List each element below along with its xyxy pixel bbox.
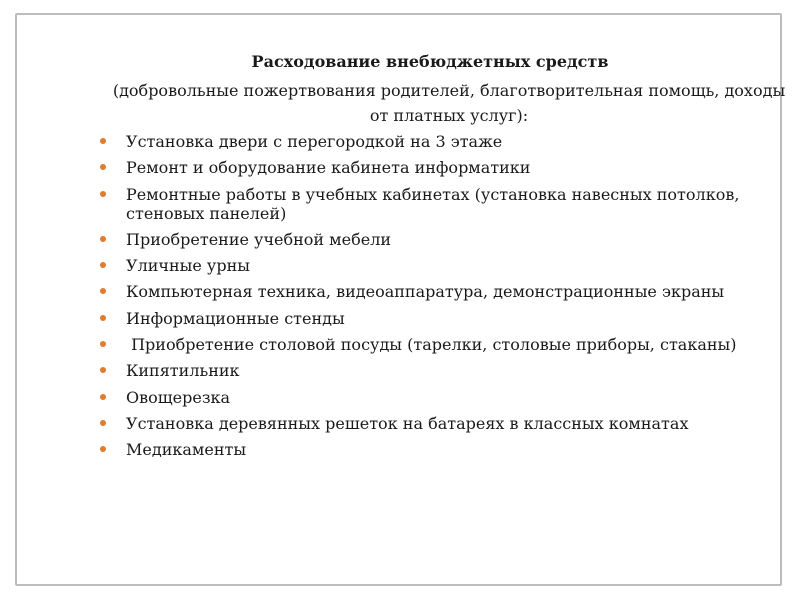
list-item [100,132,770,151]
list-item [100,335,770,354]
list-item-text: Овощерезка [126,387,231,407]
list-item [100,414,770,433]
bullet-list [100,132,770,467]
list-item [100,256,770,275]
list-item-text: Информационные стенды [126,308,345,328]
bullet-dot-icon [100,191,106,197]
list-item-text: Уличные урны [126,256,250,276]
list-item-text: Медикаменты [126,440,247,460]
list-item-text: Ремонтные работы в учебных кабинетах (установка навесных потолков, стеновых панелей) [126,184,740,223]
bullet-dot-icon [100,138,106,144]
bullet-dot-icon [100,164,106,170]
list-item [100,309,770,328]
bullet-dot-icon [100,288,106,294]
slide-subtitle: (добровольные пожертвования родителей, благотворительная помощь, доходы от платных услуг): [112,81,786,125]
list-item [100,282,770,301]
bullet-dot-icon [100,315,106,321]
list-item-text: Приобретение столовой посуды (тарелки, столовые приборы, стаканы) [126,335,737,355]
list-item-text: Приобретение учебной мебели [126,229,392,249]
bullet-dot-icon [100,446,106,452]
list-item [100,185,770,223]
list-item [100,158,770,177]
bullet-dot-icon [100,341,106,347]
slide-title: Расходование внебюджетных средств [251,52,609,71]
bullet-dot-icon [100,367,106,373]
list-item-text: Ремонт и оборудование кабинета информатики [126,158,531,178]
list-item [100,388,770,407]
list-item-text: Компьютерная техника, видеоаппаратура, демонстрационные экраны [126,282,725,302]
bullet-dot-icon [100,236,106,242]
bullet-dot-icon [100,394,106,400]
list-item-text: Установка двери с перегородкой на 3 этаже [126,132,503,151]
bullet-dot-icon [100,262,106,268]
list-item [100,230,770,249]
list-item [100,440,770,459]
list-item-text: Установка деревянных решеток на батареях в классных комнатах [126,413,689,433]
list-item-text: Кипятильник [126,361,240,381]
bullet-dot-icon [100,420,106,426]
list-item [100,361,770,380]
